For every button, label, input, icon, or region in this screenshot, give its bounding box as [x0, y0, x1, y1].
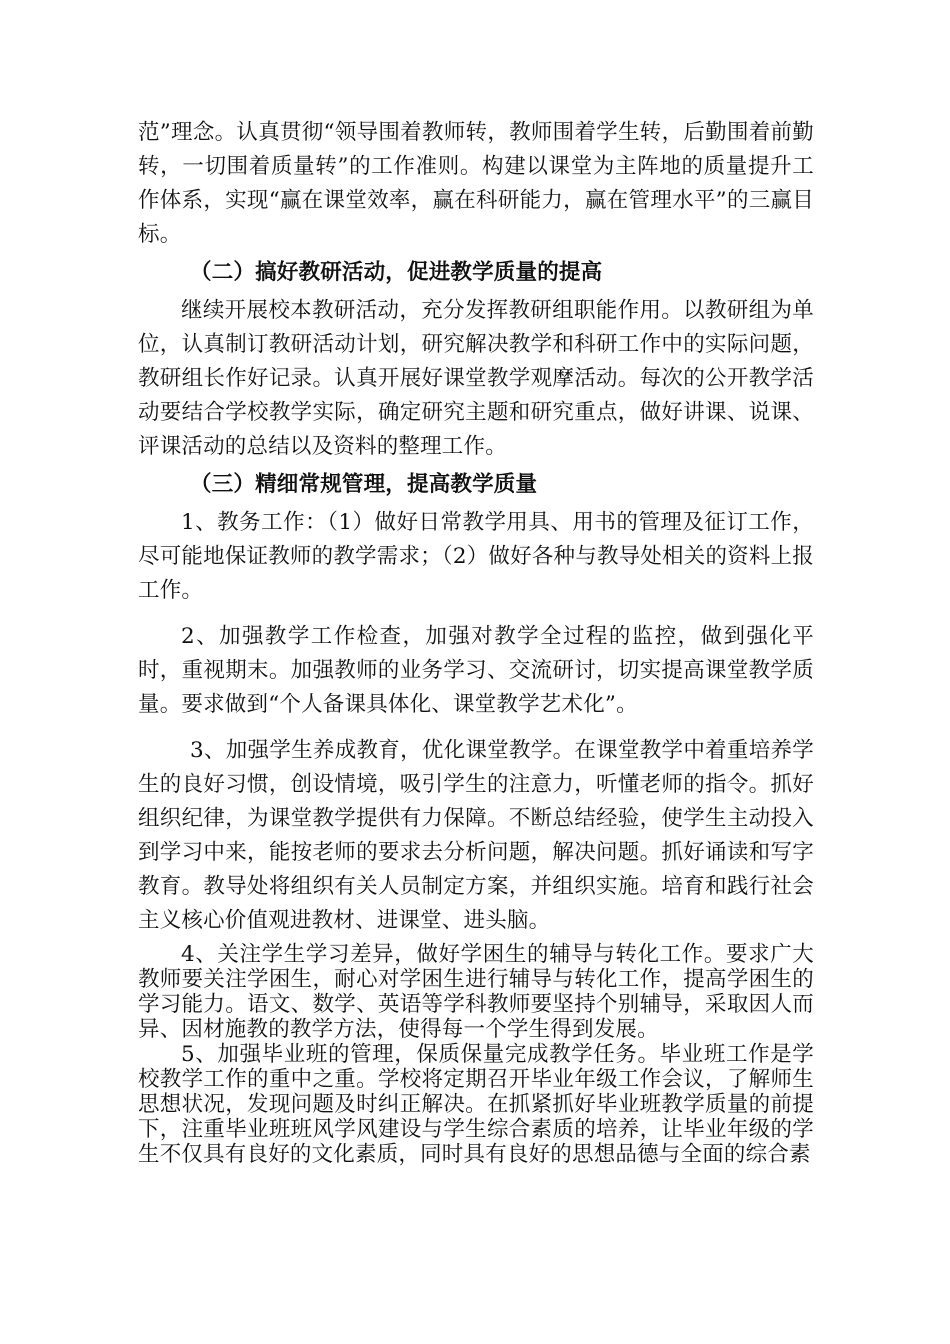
- paragraph-item-2: 2、加强教学工作检查，加强对教学全过程的监控，做到强化平时，重视期末。加强教师的业务学习、交流研讨，切实提高课堂教学质量。要求做到“个人备课具体化、课堂教学艺术化”。: [138, 624, 814, 717]
- paragraph-item-1: 1、教务工作：（1）做好日常教学用具、用书的管理及征订工作，尽可能地保证教师的教学需求；（2）做好各种与教导处相关的资料上报工作。: [138, 510, 814, 603]
- paragraph-teaching-research: 继续开展校本教研活动，充分发挥教研组职能作用。以教研组为单位，认真制订教研活动计划，研究解决教学和科研工作中的实际问题，教研组长作好记录。认真开展好课堂教学观摩活动。每次的公开教学活动要结合学校教学实际，确定研究主题和研究重点，做好讲课、说课、评课活动的总结以及资料的整理工作。: [138, 298, 814, 459]
- document-page: [138, 116, 814, 1167]
- paragraph-item-3: 3、加强学生养成教育，优化课堂教学。在课堂教学中着重培养学生的良好习惯，创设情境，吸引学生的注意力，听懂老师的指令。抓好组织纪律，为课堂教学提供有力保障。不断总结经验，使学生主动投入到学习中来，能按老师的要求去分析问题，解决问题。抓好诵读和写字教育。教导处将组织有关人员制定方案，并组织实施。培育和践行社会主义核心价值观进教材、进课堂、进头脑。: [138, 738, 814, 933]
- paragraph-continuation: 范”理念。认真贯彻“领导围着教师转，教师围着学生转，后勤围着前勤转，一切围着质量转”的工作准则。构建以课堂为主阵地的质量提升工作体系，实现“赢在课堂效率，赢在科研能力，赢在管理水平”的三赢目标。: [138, 120, 814, 247]
- paragraph-item-4: 4、关注学生学习差异，做好学困生的辅导与转化工作。要求广大教师要关注学困生，耐心对学困生进行辅导与转化工作，提高学困生的学习能力。语文、数学、英语等学科教师要坚持个别辅导，采取因人而异、因材施教的教学方法，使得每一个学生得到发展。: [138, 942, 814, 1042]
- section-heading-3: （三）精细常规管理，提高教学质量: [190, 472, 538, 497]
- section-heading-2: （二）搞好教研活动，促进教学质量的提高: [190, 260, 603, 285]
- paragraph-item-5: 5、加强毕业班的管理，保质保量完成教学任务。毕业班工作是学校教学工作的重中之重。学校将定期召开毕业年级工作会议，了解师生思想状况，发现问题及时纠正解决。在抓紧抓好毕业班教学质量的前提下，注重毕业班班风学风建设与学生综合素质的培养，让毕业年级的学生不仅具有良好的文化素质，同时具有良好的思想品德与全面的综合素: [138, 1042, 814, 1167]
